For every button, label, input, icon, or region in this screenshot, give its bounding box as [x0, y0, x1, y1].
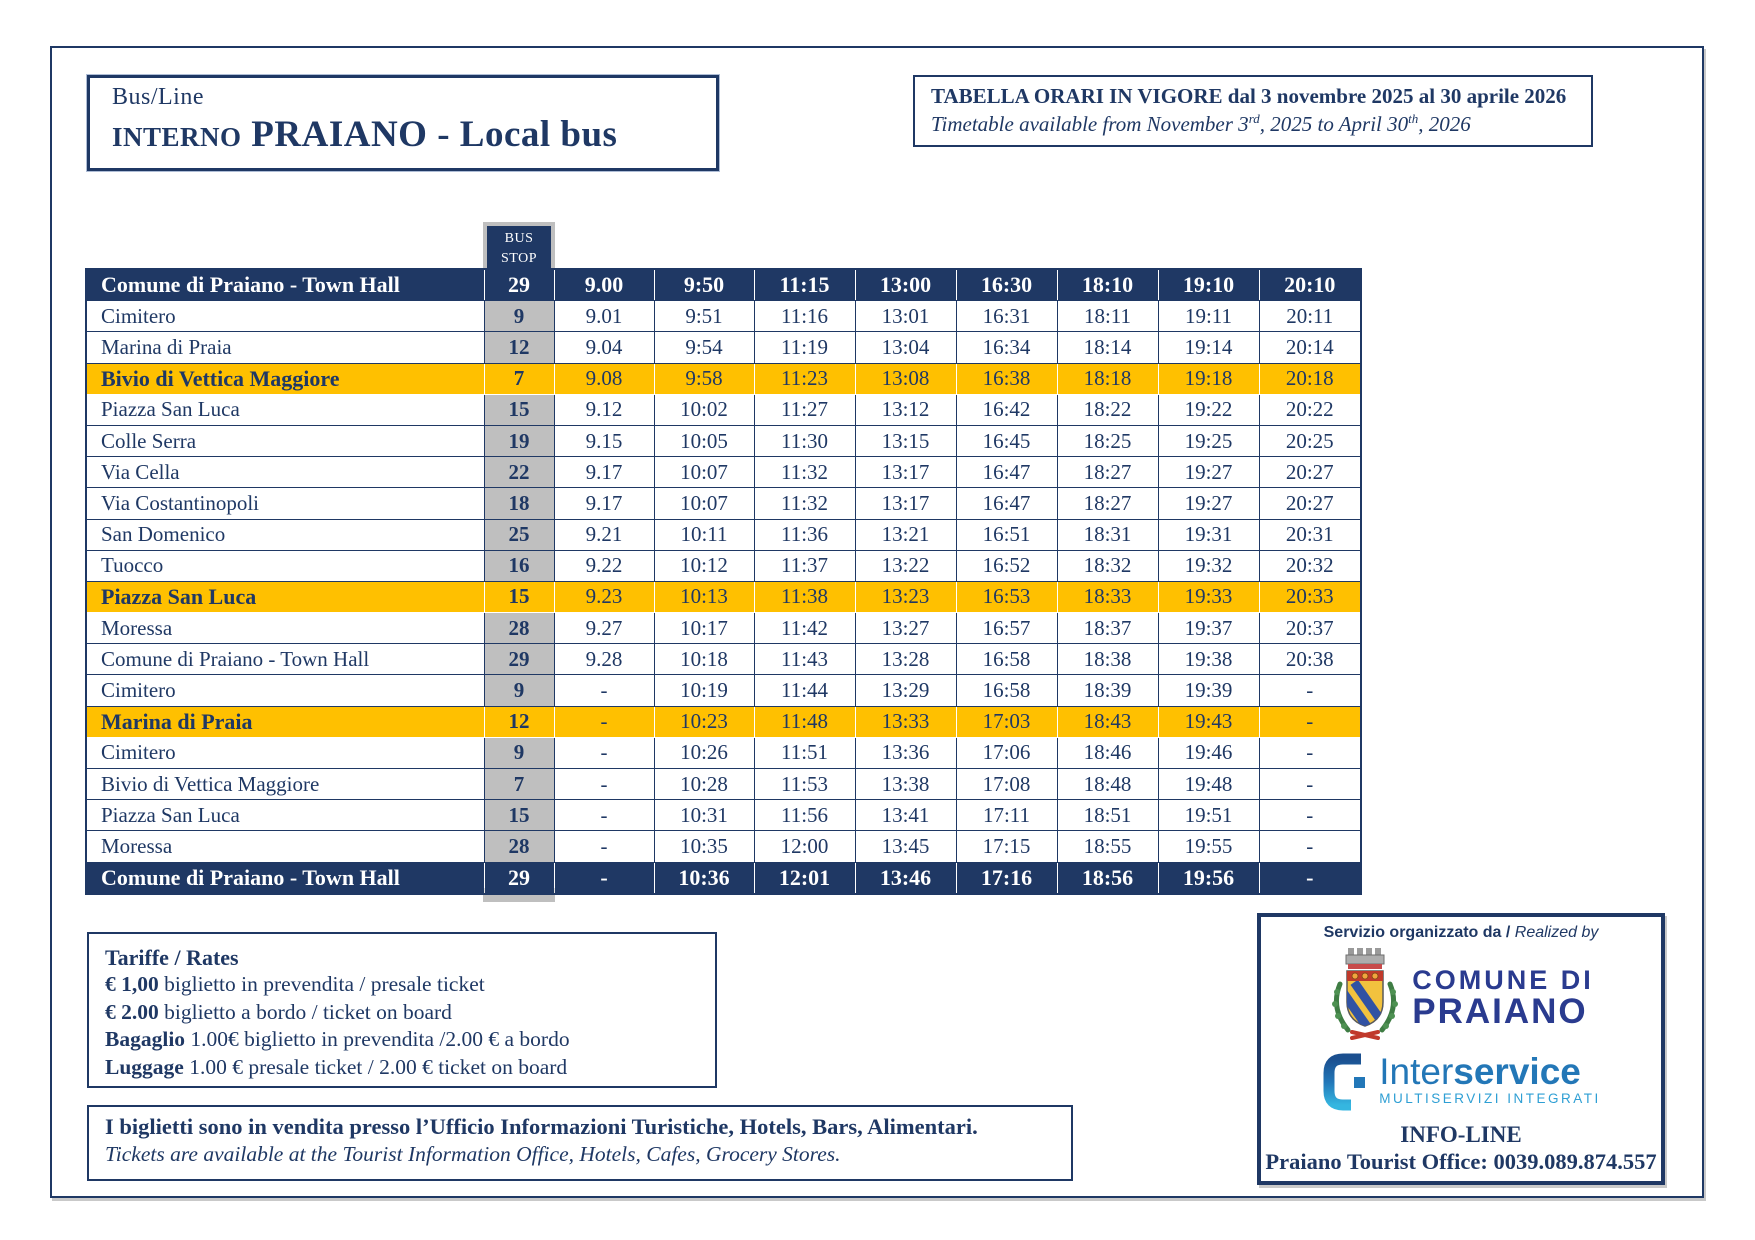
- stop-name-cell: Via Cella: [86, 457, 484, 488]
- rates-lines: [105, 971, 715, 1081]
- time-cell: 13:28: [855, 644, 956, 675]
- time-cell: 20:11: [1259, 301, 1361, 332]
- time-cell: 11:36: [754, 519, 855, 550]
- time-cell: 19:43: [1158, 706, 1259, 737]
- time-cell: 13:12: [855, 394, 956, 425]
- time-cell: 19:31: [1158, 519, 1259, 550]
- time-cell: 16:30: [956, 269, 1057, 301]
- stop-name-cell: Marina di Praia: [86, 332, 484, 363]
- stop-name-cell: Tuocco: [86, 550, 484, 581]
- stop-name-cell: Moressa: [86, 613, 484, 644]
- time-cell: 16:47: [956, 457, 1057, 488]
- comune-name: [1412, 964, 1594, 1032]
- timetable-row: [86, 519, 1361, 550]
- timetable-row: [86, 269, 1361, 301]
- time-cell: 10:23: [654, 706, 754, 737]
- bus-line-title: [112, 113, 716, 156]
- time-cell: -: [1259, 737, 1361, 768]
- time-cell: 13:46: [855, 862, 956, 894]
- time-cell: 13:04: [855, 332, 956, 363]
- rates-line: [105, 999, 715, 1027]
- time-cell: 10:28: [654, 769, 754, 800]
- interservice-subtitle: MULTISERVIZI INTEGRATI: [1379, 1091, 1601, 1106]
- stop-name-cell: Moressa: [86, 831, 484, 862]
- comune-crest-icon: [1328, 946, 1402, 1051]
- timetable-row: [86, 363, 1361, 394]
- time-cell: -: [1259, 769, 1361, 800]
- time-cell: 19:27: [1158, 457, 1259, 488]
- time-cell: 20:25: [1259, 425, 1361, 456]
- partner-heading: [1261, 924, 1661, 942]
- time-cell: 18:38: [1057, 644, 1158, 675]
- time-cell: 9.27: [554, 613, 654, 644]
- time-cell: 13:45: [855, 831, 956, 862]
- stop-name-cell: Comune di Praiano - Town Hall: [86, 644, 484, 675]
- time-cell: 11:16: [754, 301, 855, 332]
- time-cell: 16:45: [956, 425, 1057, 456]
- partner-heading-english: Realized by: [1510, 924, 1599, 941]
- time-cell: -: [554, 862, 654, 894]
- rates-line-lead: € 2.00: [105, 999, 159, 1024]
- time-cell: 20:22: [1259, 394, 1361, 425]
- time-cell: 12:00: [754, 831, 855, 862]
- stop-name-cell: Marina di Praia: [86, 706, 484, 737]
- stop-name-cell: Piazza San Luca: [86, 800, 484, 831]
- time-cell: 12:01: [754, 862, 855, 894]
- time-cell: 16:52: [956, 550, 1057, 581]
- stop-number-cell: 7: [484, 769, 554, 800]
- time-cell: 18:37: [1057, 613, 1158, 644]
- time-cell: 10:35: [654, 831, 754, 862]
- comune-name-line1: COMUNE DI: [1412, 964, 1594, 995]
- rates-line-lead: Luggage: [105, 1054, 184, 1079]
- timetable: [85, 268, 1362, 895]
- time-cell: 10:12: [654, 550, 754, 581]
- time-cell: 11:53: [754, 769, 855, 800]
- time-cell: 11:23: [754, 363, 855, 394]
- infoline-phone: Praiano Tourist Office: 0039.089.874.557: [1265, 1149, 1657, 1174]
- rates-title: Tariffe / Rates: [105, 945, 239, 970]
- time-cell: 9.21: [554, 519, 654, 550]
- time-cell: 20:10: [1259, 269, 1361, 301]
- validity-superscript: rd: [1248, 111, 1260, 126]
- time-cell: 19:10: [1158, 269, 1259, 301]
- time-cell: 20:37: [1259, 613, 1361, 644]
- time-cell: -: [1259, 800, 1361, 831]
- time-cell: 18:46: [1057, 737, 1158, 768]
- time-cell: 16:58: [956, 644, 1057, 675]
- time-cell: 10:11: [654, 519, 754, 550]
- stop-name-cell: Piazza San Luca: [86, 581, 484, 612]
- time-cell: 18:48: [1057, 769, 1158, 800]
- time-cell: 10:07: [654, 457, 754, 488]
- time-cell: 11:27: [754, 394, 855, 425]
- time-cell: 20:38: [1259, 644, 1361, 675]
- bus-line-name: [242, 114, 618, 155]
- time-cell: 10:26: [654, 737, 754, 768]
- time-cell: 10:31: [654, 800, 754, 831]
- time-cell: 16:38: [956, 363, 1057, 394]
- time-cell: 20:14: [1259, 332, 1361, 363]
- time-cell: 18:11: [1057, 301, 1158, 332]
- bus-line-label: Bus/Line: [112, 84, 204, 110]
- time-cell: 9.00: [554, 269, 654, 301]
- timetable-row: [86, 488, 1361, 519]
- interservice-word-light: Inter: [1379, 1051, 1454, 1092]
- validity-line-english: [931, 111, 1591, 137]
- validity-superscript: th: [1408, 111, 1419, 126]
- time-cell: 17:06: [956, 737, 1057, 768]
- stop-name-cell: Cimitero: [86, 301, 484, 332]
- timetable-row: [86, 301, 1361, 332]
- time-cell: 13:33: [855, 706, 956, 737]
- time-cell: 20:33: [1259, 581, 1361, 612]
- time-cell: 20:18: [1259, 363, 1361, 394]
- interservice-word-bold: service: [1453, 1051, 1581, 1092]
- time-cell: 13:21: [855, 519, 956, 550]
- time-cell: 13:36: [855, 737, 956, 768]
- time-cell: 9.12: [554, 394, 654, 425]
- timetable-body: [86, 269, 1361, 894]
- time-cell: 9.15: [554, 425, 654, 456]
- time-cell: 20:31: [1259, 519, 1361, 550]
- time-cell: 18:55: [1057, 831, 1158, 862]
- timetable-row: [86, 581, 1361, 612]
- stop-name-cell: Colle Serra: [86, 425, 484, 456]
- time-cell: 17:03: [956, 706, 1057, 737]
- time-cell: 10:19: [654, 675, 754, 706]
- time-cell: 18:27: [1057, 488, 1158, 519]
- time-cell: 10:17: [654, 613, 754, 644]
- time-cell: 18:32: [1057, 550, 1158, 581]
- time-cell: 17:16: [956, 862, 1057, 894]
- stop-number-cell: 25: [484, 519, 554, 550]
- rates-line-rest: biglietto a bordo / ticket on board: [158, 999, 452, 1024]
- stop-number-cell: 15: [484, 581, 554, 612]
- time-cell: 13:17: [855, 488, 956, 519]
- validity-text-part: , 2025 to April 30: [1259, 112, 1409, 136]
- time-cell: 13:00: [855, 269, 956, 301]
- time-cell: -: [1259, 862, 1361, 894]
- time-cell: 13:01: [855, 301, 956, 332]
- validity-text-part: , 2026: [1418, 112, 1471, 136]
- time-cell: -: [554, 769, 654, 800]
- time-cell: 20:32: [1259, 550, 1361, 581]
- timetable-row: [86, 550, 1361, 581]
- tickets-line-english: Tickets are available at the Tourist Information Office, Hotels, Cafes, Grocery Stores.: [105, 1142, 841, 1166]
- time-cell: -: [554, 706, 654, 737]
- time-cell: 9.04: [554, 332, 654, 363]
- comune-logo-row: [1261, 946, 1661, 1051]
- time-cell: 13:08: [855, 363, 956, 394]
- time-cell: 18:27: [1057, 457, 1158, 488]
- time-cell: 13:27: [855, 613, 956, 644]
- time-cell: 18:31: [1057, 519, 1158, 550]
- time-cell: 19:55: [1158, 831, 1259, 862]
- stop-number-cell: 15: [484, 800, 554, 831]
- stop-number-cell: 16: [484, 550, 554, 581]
- time-cell: 11:56: [754, 800, 855, 831]
- time-cell: 18:25: [1057, 425, 1158, 456]
- time-cell: -: [1259, 831, 1361, 862]
- stop-name-cell: Bivio di Vettica Maggiore: [86, 769, 484, 800]
- time-cell: 16:47: [956, 488, 1057, 519]
- time-cell: 11:48: [754, 706, 855, 737]
- stop-number-cell: 29: [484, 862, 554, 894]
- time-cell: 11:15: [754, 269, 855, 301]
- interservice-icon: [1321, 1053, 1373, 1116]
- tickets-line-italian: I biglietti sono in vendita presso l’Ufficio Informazioni Turistiche, Hotels, Bars, Alimentari.: [105, 1114, 978, 1139]
- infoline-title: INFO-LINE: [1400, 1122, 1522, 1147]
- time-cell: 10:05: [654, 425, 754, 456]
- time-cell: 19:37: [1158, 613, 1259, 644]
- stop-number-cell: 7: [484, 363, 554, 394]
- bus-stop-column-header: [487, 226, 551, 273]
- timetable-row: [86, 800, 1361, 831]
- time-cell: 19:51: [1158, 800, 1259, 831]
- time-cell: 19:18: [1158, 363, 1259, 394]
- interservice-logo-row: [1261, 1053, 1661, 1116]
- time-cell: 18:43: [1057, 706, 1158, 737]
- timetable-row: [86, 737, 1361, 768]
- bus-line-prefix: INTERNO: [112, 122, 242, 152]
- stop-name-cell: Via Costantinopoli: [86, 488, 484, 519]
- bus-line-name-text: PRAIANO - Local bus: [251, 114, 618, 155]
- validity-box: [913, 75, 1593, 147]
- stop-number-cell: 9: [484, 675, 554, 706]
- time-cell: -: [554, 675, 654, 706]
- time-cell: 9.08: [554, 363, 654, 394]
- bus-stop-label-line2: STOP: [501, 251, 537, 266]
- stop-name-cell: Cimitero: [86, 737, 484, 768]
- time-cell: 18:39: [1057, 675, 1158, 706]
- bus-stop-label-line1: BUS: [504, 231, 534, 246]
- timetable-row: [86, 425, 1361, 456]
- rates-line-rest: 1.00 € presale ticket / 2.00 € ticket on board: [183, 1054, 568, 1079]
- time-cell: 11:19: [754, 332, 855, 363]
- timetable-row: [86, 394, 1361, 425]
- time-cell: 19:22: [1158, 394, 1259, 425]
- timetable-row: [86, 769, 1361, 800]
- time-cell: 11:44: [754, 675, 855, 706]
- comune-name-line2: PRAIANO: [1412, 992, 1588, 1032]
- time-cell: 13:22: [855, 550, 956, 581]
- stop-number-cell: 19: [484, 425, 554, 456]
- time-cell: 11:42: [754, 613, 855, 644]
- stop-number-cell: 28: [484, 831, 554, 862]
- stop-number-cell: 9: [484, 737, 554, 768]
- time-cell: 19:46: [1158, 737, 1259, 768]
- time-cell: 19:39: [1158, 675, 1259, 706]
- stop-number-cell: 29: [484, 644, 554, 675]
- time-cell: -: [554, 737, 654, 768]
- stop-number-cell: 12: [484, 332, 554, 363]
- time-cell: 19:11: [1158, 301, 1259, 332]
- time-cell: 18:18: [1057, 363, 1158, 394]
- time-cell: 11:38: [754, 581, 855, 612]
- stop-number-cell: 22: [484, 457, 554, 488]
- rates-line: [105, 971, 715, 999]
- rates-line-lead: € 1,00: [105, 972, 159, 996]
- stop-number-cell: 9: [484, 301, 554, 332]
- time-cell: 18:51: [1057, 800, 1158, 831]
- timetable-row: [86, 332, 1361, 363]
- timetable-row: [86, 862, 1361, 894]
- time-cell: 11:32: [754, 488, 855, 519]
- partner-heading-italian: Servizio organizzato da /: [1323, 924, 1511, 941]
- time-cell: 9:50: [654, 269, 754, 301]
- time-cell: 11:30: [754, 425, 855, 456]
- time-cell: 9.22: [554, 550, 654, 581]
- time-cell: -: [1259, 675, 1361, 706]
- time-cell: 17:08: [956, 769, 1057, 800]
- time-cell: 13:17: [855, 457, 956, 488]
- time-cell: 9:51: [654, 301, 754, 332]
- time-cell: 20:27: [1259, 457, 1361, 488]
- time-cell: 16:57: [956, 613, 1057, 644]
- time-cell: 16:51: [956, 519, 1057, 550]
- rates-line-rest: biglietto in prevendita / presale ticket: [158, 972, 485, 996]
- time-cell: 10:36: [654, 862, 754, 894]
- time-cell: 9.01: [554, 301, 654, 332]
- time-cell: 18:22: [1057, 394, 1158, 425]
- time-cell: 19:38: [1158, 644, 1259, 675]
- stop-name-cell: San Domenico: [86, 519, 484, 550]
- time-cell: -: [1259, 706, 1361, 737]
- stop-name-cell: Comune di Praiano - Town Hall: [86, 269, 484, 301]
- stop-name-cell: Bivio di Vettica Maggiore: [86, 363, 484, 394]
- time-cell: 19:14: [1158, 332, 1259, 363]
- stop-number-cell: 15: [484, 394, 554, 425]
- timetable-row: [86, 613, 1361, 644]
- time-cell: 13:29: [855, 675, 956, 706]
- validity-line-italian: TABELLA ORARI IN VIGORE dal 3 novembre 2025 al 30 aprile 2026: [931, 84, 1567, 108]
- tickets-box: [87, 1105, 1073, 1181]
- time-cell: 9.28: [554, 644, 654, 675]
- rates-box: [87, 932, 717, 1088]
- time-cell: 11:51: [754, 737, 855, 768]
- time-cell: 16:53: [956, 581, 1057, 612]
- time-cell: 9.17: [554, 457, 654, 488]
- time-cell: 9:54: [654, 332, 754, 363]
- time-cell: 13:15: [855, 425, 956, 456]
- timetable-row: [86, 675, 1361, 706]
- time-cell: 13:38: [855, 769, 956, 800]
- time-cell: 17:11: [956, 800, 1057, 831]
- time-cell: 11:32: [754, 457, 855, 488]
- time-cell: 16:42: [956, 394, 1057, 425]
- timetable-row: [86, 831, 1361, 862]
- time-cell: 10:07: [654, 488, 754, 519]
- time-cell: 9.23: [554, 581, 654, 612]
- time-cell: 18:33: [1057, 581, 1158, 612]
- rates-line: [105, 1026, 715, 1054]
- time-cell: 16:34: [956, 332, 1057, 363]
- time-cell: 19:32: [1158, 550, 1259, 581]
- time-cell: 19:27: [1158, 488, 1259, 519]
- timetable-row: [86, 706, 1361, 737]
- stop-number-cell: 12: [484, 706, 554, 737]
- time-cell: 9:58: [654, 363, 754, 394]
- time-cell: 19:25: [1158, 425, 1259, 456]
- time-cell: 16:58: [956, 675, 1057, 706]
- time-cell: 17:15: [956, 831, 1057, 862]
- stop-number-cell: 28: [484, 613, 554, 644]
- time-cell: 18:56: [1057, 862, 1158, 894]
- bus-line-box: [87, 75, 719, 171]
- stop-number-cell: 18: [484, 488, 554, 519]
- time-cell: 11:37: [754, 550, 855, 581]
- rates-line-rest: 1.00€ biglietto in prevendita /2.00 € a bordo: [185, 1027, 570, 1051]
- time-cell: 18:10: [1057, 269, 1158, 301]
- time-cell: 10:02: [654, 394, 754, 425]
- time-cell: 18:14: [1057, 332, 1158, 363]
- validity-text-part: Timetable available from November 3: [931, 112, 1249, 136]
- timetable-row: [86, 644, 1361, 675]
- stop-name-cell: Cimitero: [86, 675, 484, 706]
- time-cell: 19:48: [1158, 769, 1259, 800]
- time-cell: -: [554, 800, 654, 831]
- time-cell: 19:56: [1158, 862, 1259, 894]
- rates-line: [105, 1054, 715, 1082]
- interservice-text: [1379, 1053, 1601, 1106]
- partner-box: [1257, 913, 1665, 1185]
- time-cell: 13:23: [855, 581, 956, 612]
- stop-number-cell: 29: [484, 269, 554, 301]
- stop-name-cell: Piazza San Luca: [86, 394, 484, 425]
- time-cell: 20:27: [1259, 488, 1361, 519]
- interservice-wordmark: [1379, 1053, 1601, 1090]
- time-cell: -: [554, 831, 654, 862]
- time-cell: 16:31: [956, 301, 1057, 332]
- time-cell: 10:18: [654, 644, 754, 675]
- timetable-row: [86, 457, 1361, 488]
- stop-name-cell: Comune di Praiano - Town Hall: [86, 862, 484, 894]
- rates-line-lead: Bagaglio: [105, 1027, 186, 1051]
- time-cell: 19:33: [1158, 581, 1259, 612]
- time-cell: 13:41: [855, 800, 956, 831]
- time-cell: 9.17: [554, 488, 654, 519]
- time-cell: 11:43: [754, 644, 855, 675]
- time-cell: 10:13: [654, 581, 754, 612]
